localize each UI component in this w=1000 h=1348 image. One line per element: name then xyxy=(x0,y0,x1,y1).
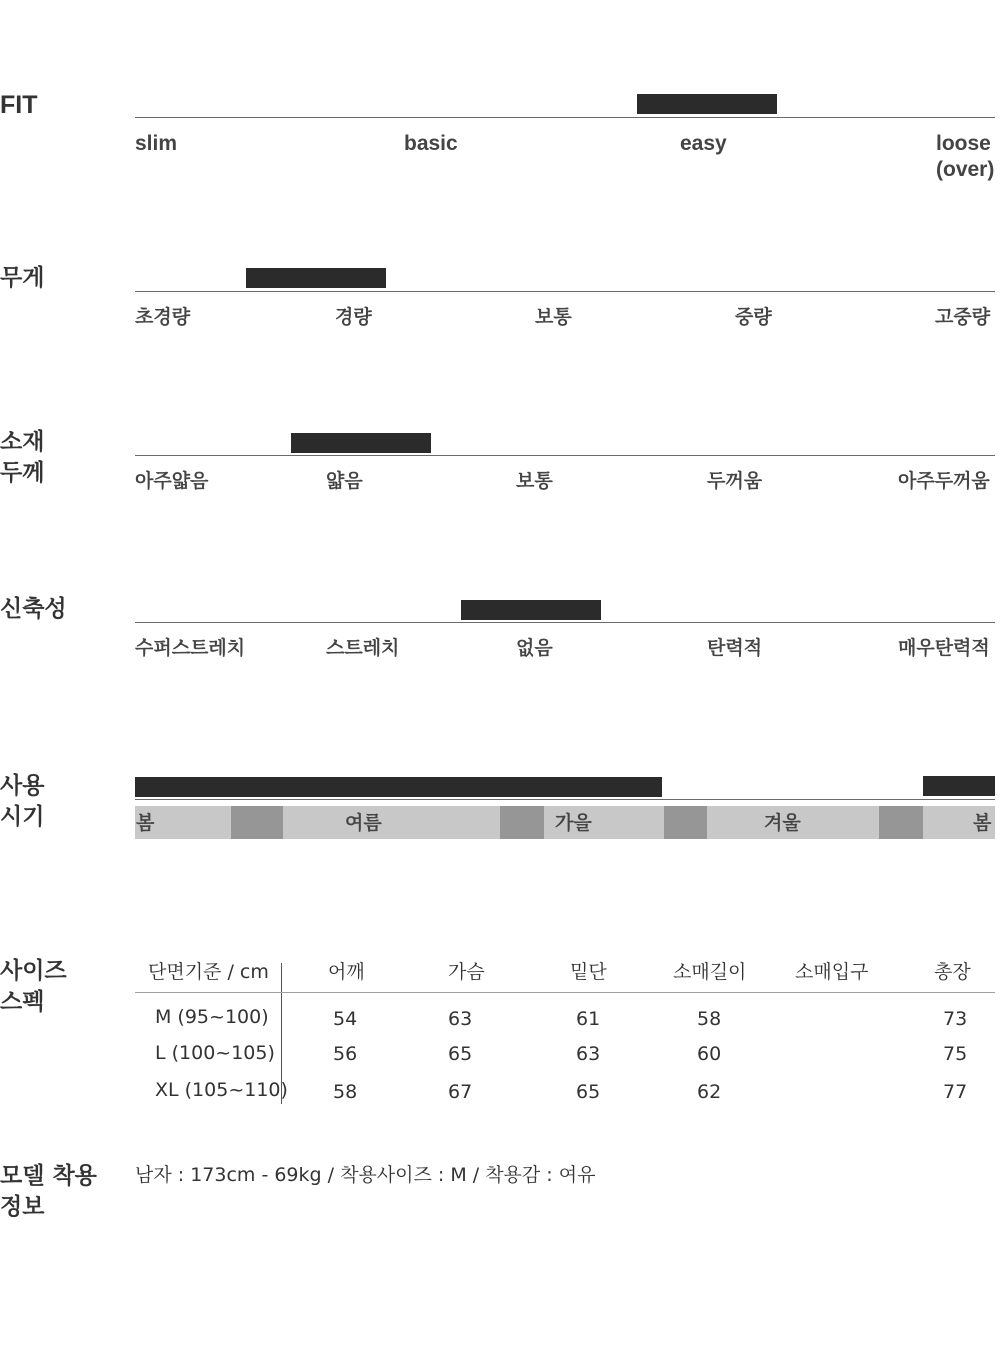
stretch-axis-line xyxy=(135,622,995,623)
size-col-hem: 밑단 xyxy=(570,961,607,983)
thickness-tick-2: 얇음 xyxy=(326,470,363,492)
size-row-l-label: L (100~105) xyxy=(155,1042,275,1064)
season-band-summer xyxy=(283,806,500,839)
stretch-tick-1: 수퍼스트레치 xyxy=(135,637,246,659)
season-text-winter: 겨울 xyxy=(764,812,801,834)
size-row-xl-label: XL (105~110) xyxy=(155,1079,288,1101)
weight-label: 무게 xyxy=(0,265,45,291)
thickness-label-line1: 소재 xyxy=(0,429,45,455)
size-spec-label-line2: 스펙 xyxy=(0,989,45,1015)
size-col-sleeve-opening: 소매입구 xyxy=(795,961,869,983)
stretch-level-marker xyxy=(461,600,601,620)
stretch-tick-2: 스트레치 xyxy=(326,637,400,659)
season-band-transition-4 xyxy=(879,806,923,839)
size-row-m-label: M (95~100) xyxy=(155,1006,269,1028)
model-info-label-line2: 정보 xyxy=(0,1194,45,1220)
size-row-l-shoulder: 56 xyxy=(333,1043,358,1065)
size-row-xl-sleeve-length: 62 xyxy=(697,1081,722,1103)
size-row-xl-chest: 67 xyxy=(448,1081,473,1103)
size-col-chest: 가슴 xyxy=(448,961,485,983)
size-row-m-shoulder: 54 xyxy=(333,1008,358,1030)
fit-label: FIT xyxy=(0,91,38,119)
season-active-marker-main xyxy=(135,777,662,797)
season-text-autumn: 가을 xyxy=(555,812,592,834)
thickness-label-line2: 두께 xyxy=(0,460,45,486)
size-row-xl-total-length: 77 xyxy=(943,1081,968,1103)
size-col-basis: 단면기준 / cm xyxy=(148,961,269,983)
season-text-spring: 봄 xyxy=(136,812,155,834)
season-text-spring-end: 봄 xyxy=(973,812,992,834)
season-text-summer: 여름 xyxy=(345,812,382,834)
size-row-xl-shoulder: 58 xyxy=(333,1081,358,1103)
stretch-label: 신축성 xyxy=(0,596,67,622)
stretch-tick-5: 매우탄력적 xyxy=(898,637,990,659)
season-band-transition-3 xyxy=(664,806,707,839)
size-row-l-sleeve-length: 60 xyxy=(697,1043,722,1065)
size-table-header-divider xyxy=(135,992,995,993)
thickness-tick-4: 두꺼움 xyxy=(707,470,763,492)
size-row-m-chest: 63 xyxy=(448,1008,473,1030)
season-band-transition-2 xyxy=(500,806,544,839)
fit-tick-slim: slim xyxy=(135,132,178,155)
thickness-tick-3: 보통 xyxy=(516,470,553,492)
fit-axis-line xyxy=(135,117,995,118)
fit-tick-over: (over) xyxy=(936,158,995,181)
size-row-m-total-length: 73 xyxy=(943,1008,968,1030)
size-col-sleeve-length: 소매길이 xyxy=(673,961,747,983)
season-band-transition-1 xyxy=(231,806,283,839)
size-spec-label-line1: 사이즈 xyxy=(0,958,67,984)
fit-tick-loose: loose xyxy=(936,132,991,155)
size-row-xl-hem: 65 xyxy=(576,1081,601,1103)
size-row-m-sleeve-length: 58 xyxy=(697,1008,722,1030)
fit-tick-easy: easy xyxy=(680,132,727,155)
weight-tick-2: 경량 xyxy=(335,306,372,328)
weight-tick-4: 중량 xyxy=(735,306,772,328)
size-col-total-length: 총장 xyxy=(934,961,971,983)
stretch-tick-3: 없음 xyxy=(516,637,553,659)
weight-tick-1: 초경량 xyxy=(135,306,191,328)
model-info-label-line1: 모델 착용 xyxy=(0,1163,97,1189)
thickness-level-marker xyxy=(291,433,431,453)
weight-axis-line xyxy=(135,291,995,292)
size-col-shoulder: 어깨 xyxy=(328,961,365,983)
thickness-tick-1: 아주얇음 xyxy=(135,470,209,492)
weight-tick-3: 보통 xyxy=(535,306,572,328)
weight-level-marker xyxy=(246,268,386,288)
size-row-l-chest: 65 xyxy=(448,1043,473,1065)
size-row-m-hem: 61 xyxy=(576,1008,601,1030)
size-row-l-total-length: 75 xyxy=(943,1043,968,1065)
season-active-marker-spring xyxy=(923,776,995,796)
fit-tick-basic: basic xyxy=(404,132,458,155)
thickness-tick-5: 아주두꺼움 xyxy=(898,470,990,492)
season-label-line2: 시기 xyxy=(0,804,45,830)
weight-tick-5: 고중량 xyxy=(935,306,991,328)
thickness-axis-line xyxy=(135,455,995,456)
model-info-text: 남자 : 173cm - 69kg / 착용사이즈 : M / 착용감 : 여유 xyxy=(135,1164,596,1186)
season-label-line1: 사용 xyxy=(0,773,45,799)
size-row-l-hem: 63 xyxy=(576,1043,601,1065)
fit-level-marker xyxy=(637,94,777,114)
stretch-tick-4: 탄력적 xyxy=(707,637,763,659)
season-axis-line xyxy=(135,799,995,800)
